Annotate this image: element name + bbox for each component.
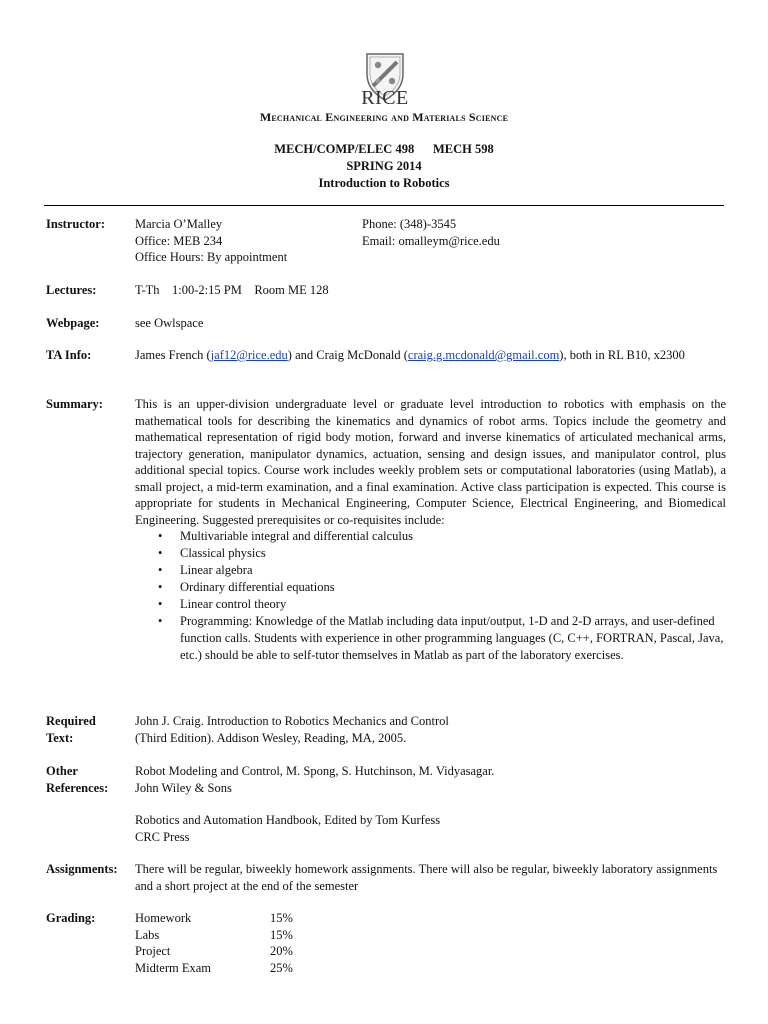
instructor-office: Office: MEB 234 <box>135 233 223 248</box>
department-name: Mechanical Engineering and Materials Science <box>259 110 509 124</box>
ta-email-link-french[interactable]: jaf12@rice.edu <box>210 348 288 362</box>
instructor-name: Marcia O’Malley <box>135 217 223 231</box>
reference-1-line1: Robot Modeling and Control, M. Spong, S. Hutchinson, M. Vidyasagar. <box>135 764 495 778</box>
references-label: References: <box>46 780 109 795</box>
course-term: SPRING 2014 <box>346 159 422 173</box>
reference-2-line2: CRC Press <box>135 829 190 844</box>
table-row: Midterm Exam 25% <box>135 960 293 975</box>
list-item: • Multivariable integral and differential calculus <box>135 528 726 545</box>
instructor-email: Email: omalleym@rice.edu <box>362 233 500 248</box>
ta-label: TA Info: <box>46 348 92 362</box>
lectures-label: Lectures: <box>46 283 97 297</box>
other-label: Other <box>46 764 78 778</box>
rice-wordmark: RICE <box>361 87 409 109</box>
reference-2-line1: Robotics and Automation Handbook, Edited by Tom Kurfess <box>135 813 441 827</box>
webpage-value: see Owlspace <box>135 316 204 330</box>
ta-email-link-mcdonald[interactable]: craig.g.mcdonald@gmail.com <box>407 348 560 362</box>
header-divider <box>44 205 724 206</box>
table-row: Labs 15% <box>135 927 293 942</box>
text-label: Text: <box>46 730 74 745</box>
required-text-line1: John J. Craig. Introduction to Robotics Mechanics and Control <box>135 714 449 728</box>
instructor-phone: Phone: (348)-3545 <box>362 217 457 231</box>
required-label: Required <box>46 714 96 728</box>
ta-value: James French (jaf12@rice.edu) and Craig McDonald (craig.g.mcdonald@gmail.com), both in RL B10, x2300 <box>135 348 685 362</box>
instructor-hours: Office Hours: By appointment <box>135 250 288 264</box>
summary-text: This is an upper-division undergraduate level or graduate level introduction to robotics with emphasis on the mathematical tools for describing the kinematics and dynamics of robot arms. Topics include the geometry and mathematical representation of rigid body motion, forward and inverse kinematics of articulated mechanical arms, trajectory generation, manipulator dynamics, actuation, sensing and design issues, and manipulator control, plus additional special topics. Course work includes weekly problem sets or computational laboratories (using Matlab), a small project, a mid-term examination, and a final examination. Active class participation is expected. This course is appropriate for students in Mechanical Engineering, Computer Science, Electrical Engineering, and Biomedical Engineering. Suggested prerequisites or co-requisites include: <box>135 397 726 527</box>
list-item: • Linear algebra <box>135 562 726 579</box>
list-item: • Ordinary differential equations <box>135 579 726 596</box>
course-numbers: MECH/COMP/ELEC 498 MECH 598 <box>274 142 494 156</box>
lectures-value: T-Th 1:00-2:15 PM Room ME 128 <box>135 283 329 297</box>
list-item: • Classical physics <box>135 545 726 562</box>
list-item: • Linear control theory <box>135 596 726 613</box>
summary-label: Summary: <box>46 397 103 411</box>
table-row: Homework 15% <box>135 911 293 925</box>
instructor-label: Instructor: <box>46 217 106 231</box>
assignments-text: There will be regular, biweekly homework assignments. There will also be regular, biweekly laboratory assignments and a short project at the end of the semester <box>135 862 718 893</box>
course-title: Introduction to Robotics <box>318 176 450 190</box>
required-text-line2: (Third Edition). Addison Wesley, Reading, MA, 2005. <box>135 730 407 745</box>
grading-label: Grading: <box>46 911 96 925</box>
list-item: • Programming: Knowledge of the Matlab including data input/output, 1-D and 2-D arrays, and user-defined function calls. Students with experience in other programming languages (C, C++, FORTRAN, Pascal, Java, etc.) should be able to self-tutor themselves in Matlab as part of the laboratory exercises. <box>135 613 726 664</box>
prerequisite-list <box>135 528 726 664</box>
grading-table <box>135 910 726 976</box>
assignments-label: Assignments: <box>46 862 118 876</box>
table-row: Project 20% <box>135 944 293 958</box>
reference-1-line2: John Wiley & Sons <box>135 780 232 795</box>
webpage-label: Webpage: <box>46 316 100 330</box>
